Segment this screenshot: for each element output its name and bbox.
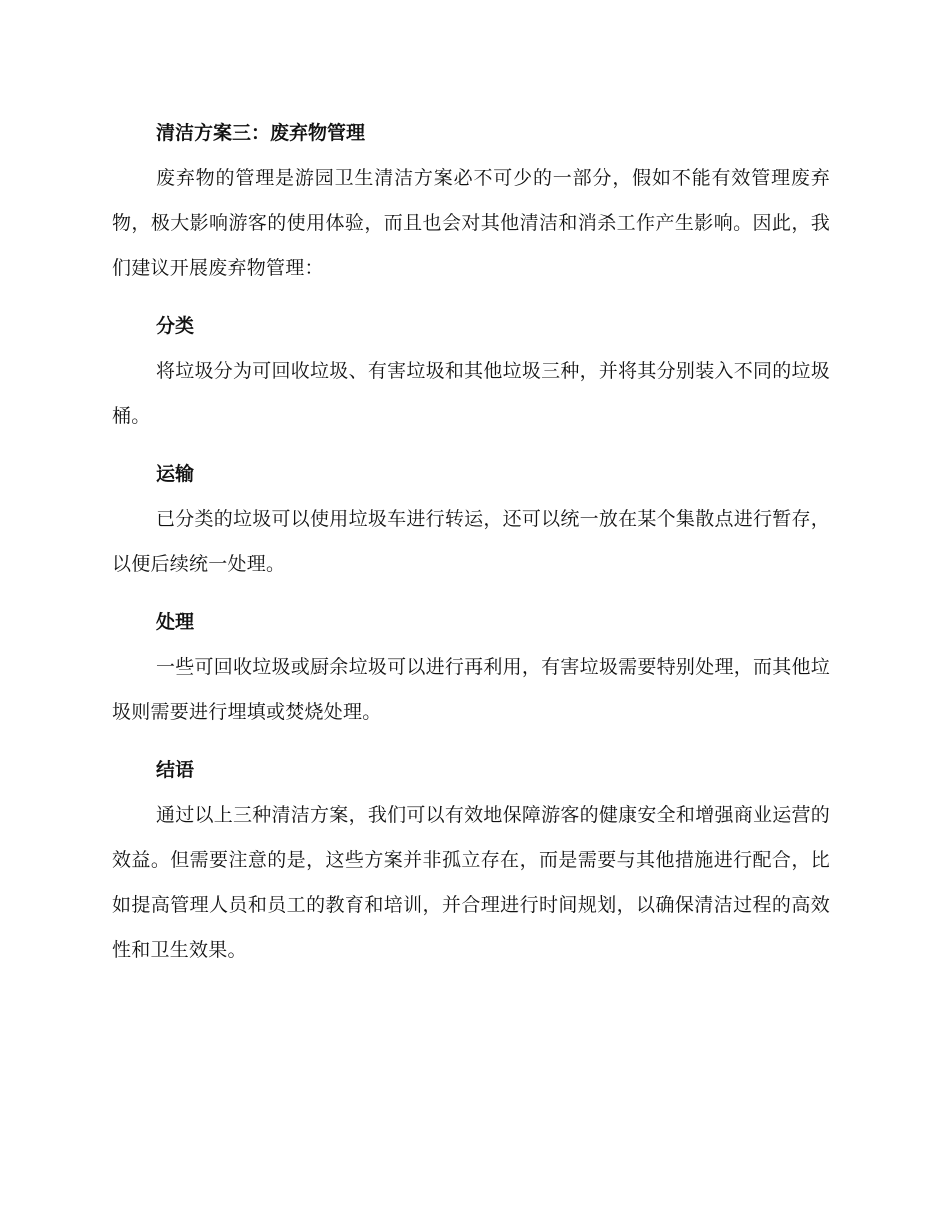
- section-heading-treatment: 处理: [156, 611, 195, 633]
- section-paragraph-conclusion: 通过以上三种清洁方案，我们可以有效地保障游客的健康安全和增强商业运营的效益。但需要注意的是，这些方案并非孤立存在，而是需要与其他措施进行配合，比如提高管理人员和员工的教育和培训，并合理进行时间规划，以确保清洁过程的高效性和卫生效果。: [112, 804, 830, 961]
- section-heading-waste-management: 清洁方案三：废弃物管理: [156, 122, 366, 144]
- section-heading-conclusion: 结语: [156, 759, 195, 781]
- section-paragraph-classification: 将垃圾分为可回收垃圾、有害垃圾和其他垃圾三种，并将其分别装入不同的垃圾桶。: [112, 360, 830, 427]
- section-paragraph-waste-management: 废弃物的管理是游园卫生清洁方案必不可少的一部分，假如不能有效管理废弃物，极大影响游客的使用体验，而且也会对其他清洁和消杀工作产生影响。因此，我们建议开展废弃物管理：: [112, 167, 830, 279]
- section-paragraph-treatment: 一些可回收垃圾或厨余垃圾可以进行再利用，有害垃圾需要特别处理，而其他垃圾则需要进行埋填或焚烧处理。: [112, 656, 830, 723]
- section-paragraph-transport: 已分类的垃圾可以使用垃圾车进行转运，还可以统一放在某个集散点进行暂存，以便后续统一处理。: [112, 508, 830, 575]
- document-page: [112, 110, 830, 985]
- section-heading-transport: 运输: [156, 463, 195, 485]
- section-heading-classification: 分类: [156, 315, 195, 337]
